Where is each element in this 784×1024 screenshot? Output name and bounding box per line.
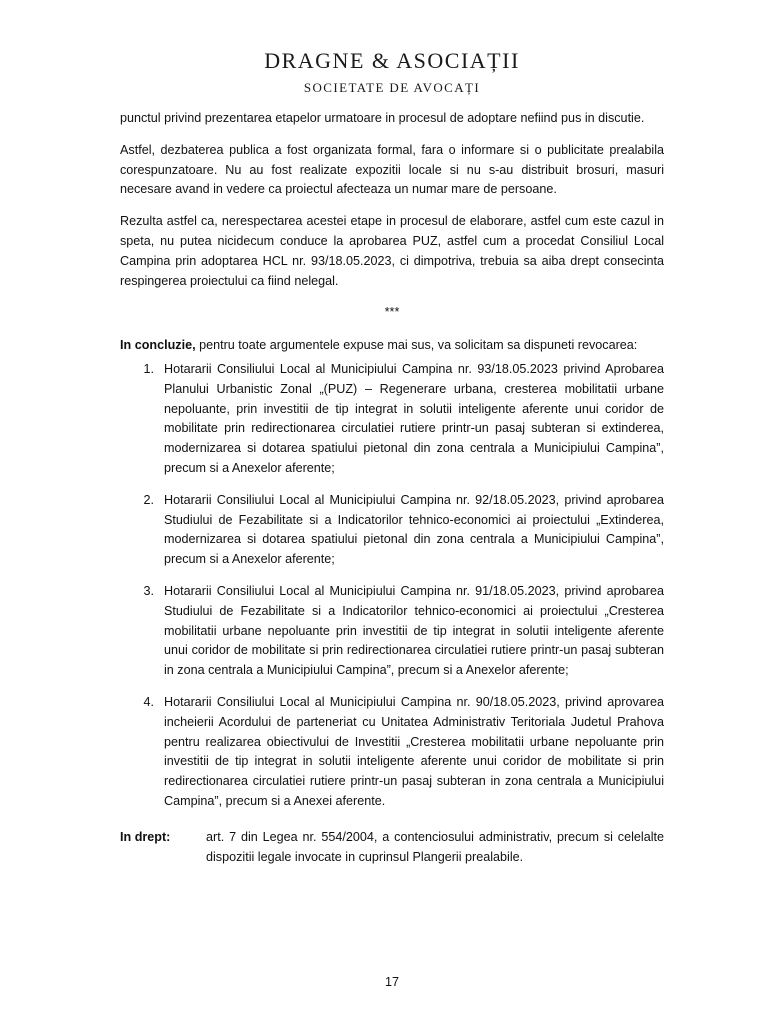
firm-subtitle: SOCIETATE DE AVOCAȚI <box>303 80 481 95</box>
section-separator: *** <box>384 305 400 320</box>
firm-name: DRAGNE & ASOCIAȚII <box>264 48 520 73</box>
paragraph: punctul privind prezentarea etapelor urmatoare in procesul de adoptare nefiind pus in discutie. <box>120 111 645 125</box>
list-item-text: Hotararii Consiliului Local al Municipiului Campina nr. 91/18.05.2023, privind aprobarea Studiului de Fezabilitate si a Indicatorilor tehnico-economici ai proiectului „Cresterea mobilitatii urbane nepoluante prin investitii de tip integrat in solutii inteligente aferente unui coridor de mobilitate si prin redirectionarea circulatiei rutiere printr-un pasaj subteran in zona centrala a Municipiului Campina”, precum si a Anexelor aferente; <box>164 583 664 678</box>
legal-basis <box>120 828 664 868</box>
paragraph: Astfel, dezbaterea publica a fost organizata formal, fara o informare si o publicitate prealabila corespunzatoare. Nu au fost realizate expozitii locale si nu s-au distribuit brosuri, masuri necesare avand in vedere ca proiectul afecteaza un numar mare de persoane. <box>120 142 664 197</box>
list-item-number: 4. <box>143 694 154 709</box>
list-item-text: Hotararii Consiliului Local al Municipiului Campina nr. 90/18.05.2023, privind aprovarea incheierii Acordului de parteneriat cu Unitatea Administrativ Teritoriala Judetul Prahova pentru realizarea obiectivului de Investitii „Cresterea mobilitatii urbane nepoluante prin investitii de tip integrat in solutii inteligente aferente unui coridor de mobilitate si prin redirectionarea circulatiei rutiere printr-un pasaj subteran in zona centrala a Municipiului Campina”, precum si a Anexei aferente. <box>164 694 664 808</box>
list-item-text: Hotararii Consiliului Local al Municipiului Campina nr. 92/18.05.2023, privind aprobarea Studiului de Fezabilitate si a Indicatorilor tehnico-economici ai proiectului „Extinderea, modernizarea si dotarea spatiului pietonal din zona centrala a Municipiului Campina”, precum si a Anexelor aferente; <box>164 492 664 567</box>
letterhead <box>0 46 784 96</box>
page-number: 17 <box>384 975 399 989</box>
list-item <box>120 582 664 681</box>
conclusion-lead: In concluzie, <box>120 338 196 353</box>
list-item <box>120 693 664 812</box>
revocation-list <box>120 360 664 812</box>
conclusion-paragraph <box>120 336 664 356</box>
list-item-number: 3. <box>143 583 154 598</box>
legal-basis-text: art. 7 din Legea nr. 554/2004, a contenciosului administrativ, precum si celelalte dispozitii legale invocate in cuprinsul Plangerii prealabile. <box>206 829 664 864</box>
paragraph: Rezulta astfel ca, nerespectarea acestei etape in procesul de elaborare, astfel cum este cazul in speta, nu putea nicidecum conduce la aprobarea PUZ, astfel cum a procedat Consiliul Local Campina prin adoptarea HCL nr. 93/18.05.2023, ci dimpotriva, trebuia sa aiba drept consecinta respingerea proiectului ca fiind nelegal. <box>120 214 664 288</box>
document-body <box>120 109 664 867</box>
legal-basis-label: In drept: <box>120 829 171 844</box>
list-item <box>120 491 664 570</box>
list-item-number: 2. <box>143 492 154 507</box>
list-item-text: Hotararii Consiliului Local al Municipiului Campina nr. 93/18.05.2023 privind Aprobarea Planului Urbanistic Zonal „(PUZ) – Regenerare urbana, cresterea mobilitatii urbane nepoluante, prin investitii de tip integrat in solutii inteligente aferente unui coridor de mobilitate prin redirectionarea circulatiei rutiere printr-un pasaj subteran si extinderea, modernizarea si dotarea spatiului pietonal din zona centrala a Municipiului Campina”, precum si a Anexelor aferente; <box>164 361 664 475</box>
list-item-number: 1. <box>143 361 154 376</box>
conclusion-text: pentru toate argumentele expuse mai sus, va solicitam sa dispuneti revocarea: <box>195 338 638 353</box>
list-item <box>120 360 664 479</box>
